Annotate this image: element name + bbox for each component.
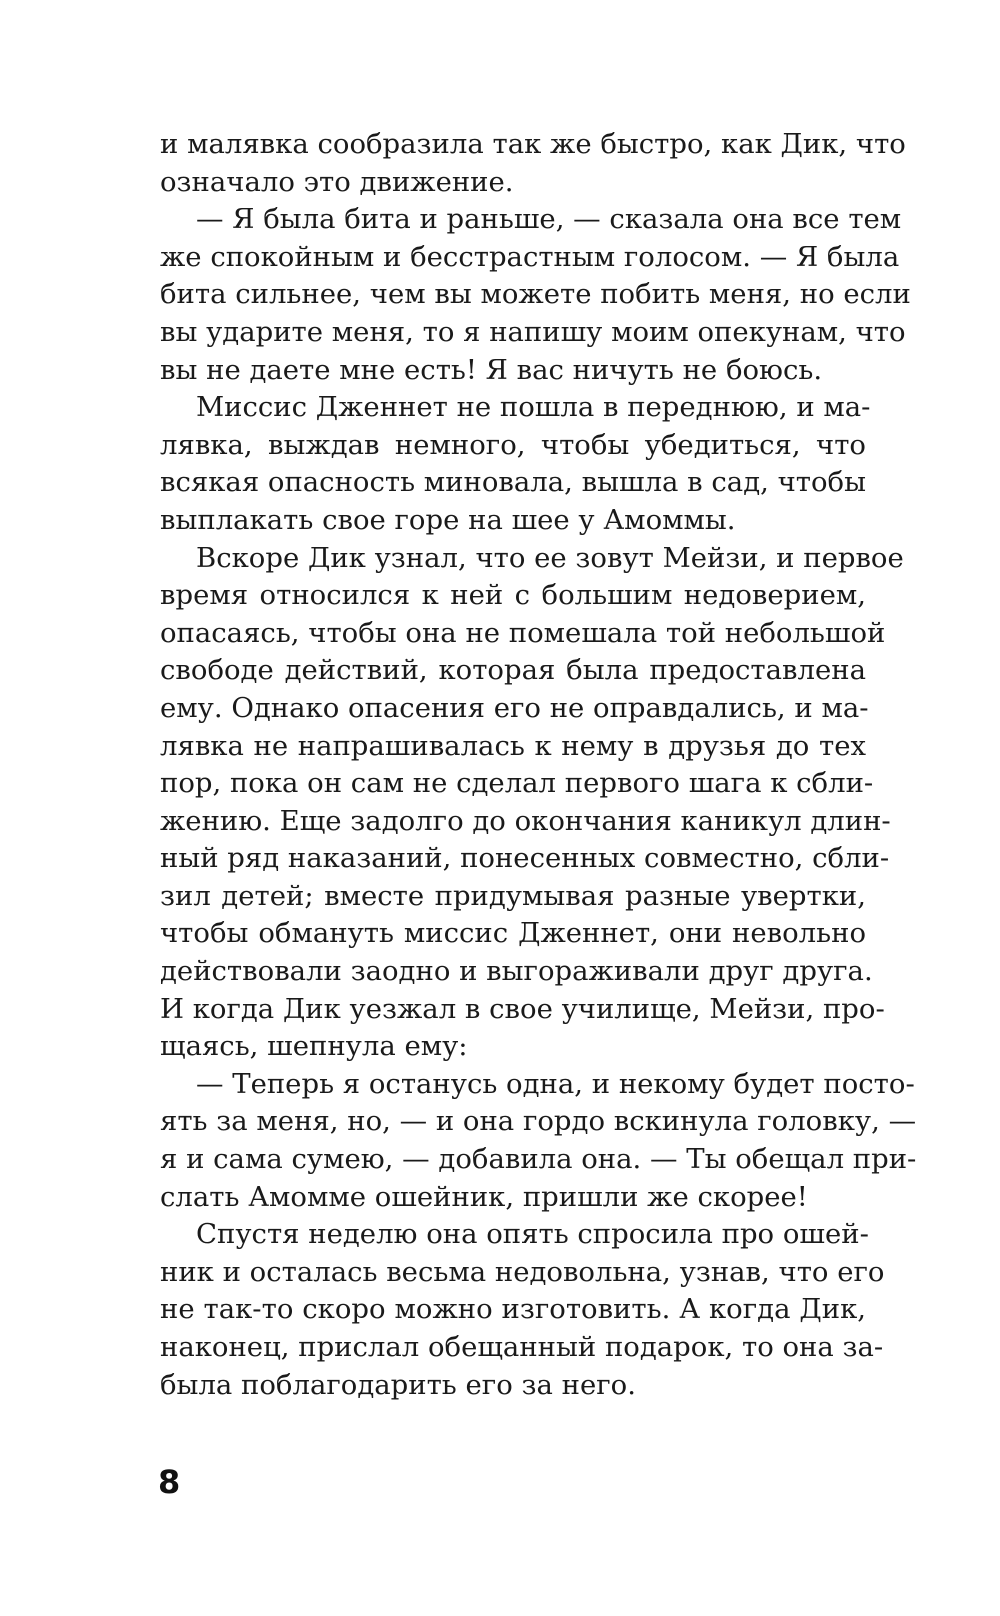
text-line: Миссис Дженнет не пошла в переднюю, и ма- [196,391,871,424]
text-line: лявка не напрашивалась к нему в друзья до тех [160,729,866,762]
text-line: опасаясь, чтобы она не помешала той небольшой [160,616,886,649]
text-line: не так-то скоро можно изготовить. А когда Дик, [160,1293,866,1326]
text-line: ный ряд наказаний, понесенных совместно, сбли- [160,842,890,875]
text-line: наконец, прислал обещанный подарок, то она за- [160,1331,884,1363]
text-line: бита сильнее, чем вы можете побить меня, но если [160,278,911,311]
text-line: была поблагодарить его за него. [160,1368,636,1401]
text-line: всякая опасность миновала, вышла в сад, чтобы [160,466,867,499]
text-line: я и сама сумею, — добавила она. — Ты обещал при- [160,1143,917,1176]
text-line: означало это движение. [160,165,514,198]
text-line: ему. Однако опасения его не оправдались, и ма- [160,691,869,724]
text-line: и малявка сообразила так же быстро, как Дик, что [160,128,906,160]
text-line: свободе действий, которая была предоставлена [160,654,866,687]
page-number: 8 [158,1463,181,1501]
text-line: ник и осталась весьма недовольна, узнав, что его [160,1255,885,1288]
text-line: время относился к ней с большим недоверием, [160,579,866,612]
text-line: Вскоре Дик узнал, что ее зовут Мейзи, и первое [196,541,904,574]
text-line: ять за меня, но, — и она гордо вскинула головку, — [160,1105,917,1138]
text-line: вы ударите меня, то я напишу моим опекунам, что [160,315,906,348]
text-line: щаясь, шепнула ему: [160,1030,468,1063]
text-line: — Теперь я останусь одна, и некому будет посто- [196,1067,915,1100]
text-line: И когда Дик уезжал в свое училище, Мейзи, про- [160,992,885,1025]
text-line: — Я была бита и раньше, — сказала она все тем [196,203,902,236]
text-line: зил детей; вместе придумывая разные увертки, [160,879,866,912]
text-line: лявка, выждав немного, чтобы убедиться, что [160,428,866,461]
text-line: Спустя неделю она опять спросила про ошей- [196,1218,869,1251]
text-line: действовали заодно и выгораживали друг друга. [160,955,873,988]
text-line: пор, пока он сам не сделал первого шага к сбли- [160,767,874,800]
text-line: чтобы обмануть миссис Дженнет, они невольно [160,917,866,950]
text-line: жению. Еще задолго до окончания каникул длин- [160,804,891,837]
text-line: слать Амомме ошейник, пришли же скорее! [160,1180,808,1213]
text-line: выплакать свое горе на шее у Амоммы. [160,503,736,536]
text-line: же спокойным и бесстрастным голосом. — Я была [160,240,900,273]
text-line: вы не даете мне есть! Я вас ничуть не боюсь. [160,353,823,386]
body-text [160,126,917,1404]
